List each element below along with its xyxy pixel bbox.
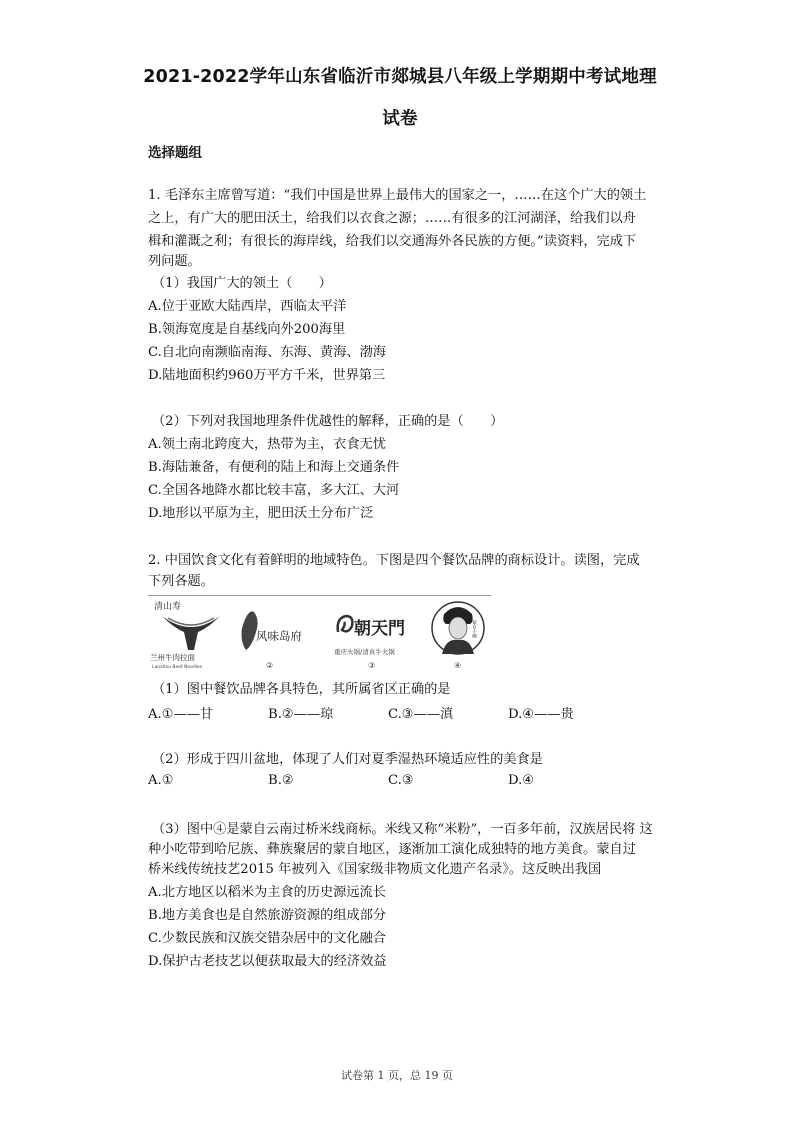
- q1-stem-line: 1. 毛泽东主席曾写道：“我们中国是世界上最伟大的国家之一，……在这个广大的领土: [148, 188, 647, 203]
- logo-1-top-text: 清山寿: [154, 602, 182, 612]
- q1-sub2-option-d: D.地形以平原为主，肥田沃土分布广泛: [148, 506, 374, 521]
- page-footer: 试卷第 1 页，总 19 页: [341, 1069, 453, 1082]
- q1-sub1-option-b: B.领海宽度是自基线向外200海里: [148, 322, 346, 337]
- logo-4-number: ④: [454, 661, 462, 670]
- q1-stem-line: 列问题。: [148, 254, 201, 269]
- q2-sub1-question: （1）图中餐饮品牌各具特色，其所属省区正确的是: [152, 682, 451, 697]
- logo-3-number: ③: [368, 661, 376, 670]
- q2-sub1-option-d: D.④——贵: [508, 707, 574, 722]
- q2-sub2-option-c: C.③: [388, 773, 414, 788]
- document-title-line2: 试卷: [382, 109, 418, 129]
- bowl-icon: [162, 616, 220, 650]
- face-icon: [449, 617, 467, 639]
- logo-1-subtitle: Lanzhou Beef Noodles: [152, 665, 203, 670]
- logo-2: [238, 598, 318, 670]
- logo-1-name: 兰州牛肉拉面: [150, 653, 195, 662]
- q2-sub2-options: [148, 773, 668, 793]
- logo-4: [430, 598, 490, 670]
- q1-sub2-question: （2）下列对我国地理条件优越性的解释，正确的是（ ）: [152, 414, 504, 429]
- q1-sub1-option-d: D.陆地面积约960万平方千米，世界第三: [148, 368, 386, 383]
- q2-sub3-question-line: 种小吃带到哈尼族、彝族聚居的蒙自地区，逐渐加工演化成独特的地方美食。蒙自过: [148, 842, 636, 857]
- logo-2-name: 风味岛府: [256, 629, 302, 643]
- logo-3-name: 朝天門: [354, 619, 405, 639]
- q1-sub2-option-c: C.全国各地降水都比较丰富，多大江、大河: [148, 483, 400, 498]
- document-title-line1: 2021-2022学年山东省临沂市郯城县八年级上学期期中考试地理: [143, 67, 657, 87]
- q1-stem-line: 之上，有广大的肥田沃土，给我们以衣食之源；……有很多的江河湖泽，给我们以舟: [148, 211, 636, 226]
- logo-3-subtitle: 重庆火锅/清真牛火锅: [334, 648, 395, 656]
- q1-sub1-option-c: C.自北向南濒临南海、东海、黄海、渤海: [148, 345, 386, 360]
- q2-sub2-option-b: B.②: [268, 773, 294, 788]
- swirl-icon: [338, 616, 353, 632]
- q2-sub2-option-a: A.①: [148, 773, 174, 788]
- restaurant-logos-figure: [148, 595, 491, 672]
- logo-1: [148, 598, 234, 670]
- q1-sub2-option-a: A.领土南北跨度大，热带为主，衣食无忧: [148, 437, 386, 452]
- q2-sub3-option-d: D.保护古老技艺以便获取最大的经济效益: [148, 954, 387, 969]
- q1-sub1-question: （1）我国广大的领土（ ）: [152, 276, 332, 291]
- section-heading: 选择题组: [148, 145, 202, 161]
- q2-sub3-question-line: 桥米线传统技艺2015 年被列入《国家级非物质文化遗产名录》。这反映出我国: [148, 862, 602, 877]
- q2-sub2-option-d: D.④: [508, 773, 535, 788]
- q2-sub1-option-c: C.③——滇: [388, 707, 454, 722]
- q2-sub3-option-a: A.北方地区以稻米为主食的历史源远流长: [148, 885, 386, 900]
- q2-sub3-option-b: B.地方美食也是自然旅游资源的组成部分: [148, 908, 387, 923]
- q1-sub1-option-a: A.位于亚欧大陆西岸，西临太平洋: [148, 299, 347, 314]
- q1-stem-line: 楫和灌溉之利；有很长的海岸线，给我们以交通海外各民族的方便。”读资料，完成下: [148, 234, 637, 249]
- logo-3: [332, 598, 424, 670]
- q2-sub3-question-line: （3）图中④是蒙自云南过桥米线商标。米线又称“米粉”，一百多年前，汉族居民将 这: [152, 822, 653, 837]
- q2-sub2-question: （2）形成于四川盆地，体现了人们对夏季湿热环境适应性的美食是: [152, 752, 543, 767]
- q2-sub3-option-c: C.少数民族和汉族交错杂居中的文化融合: [148, 931, 386, 946]
- logo-4-side-text: 蒙自小碗: [471, 620, 477, 638]
- q2-sub1-option-a: A.①——甘: [148, 707, 214, 722]
- q1-sub2-option-b: B.海陆兼备，有便利的陆上和海上交通条件: [148, 460, 400, 475]
- logo-2-number: ②: [266, 661, 274, 670]
- q2-stem-line: 2. 中国饮食文化有着鲜明的地域特色。下图是四个餐饮品牌的商标设计。读图，完成: [148, 553, 640, 568]
- q2-sub1-options: [148, 703, 668, 723]
- q2-sub1-option-b: B.②——琼: [268, 707, 334, 722]
- q2-stem-line: 下列各题。: [148, 574, 214, 589]
